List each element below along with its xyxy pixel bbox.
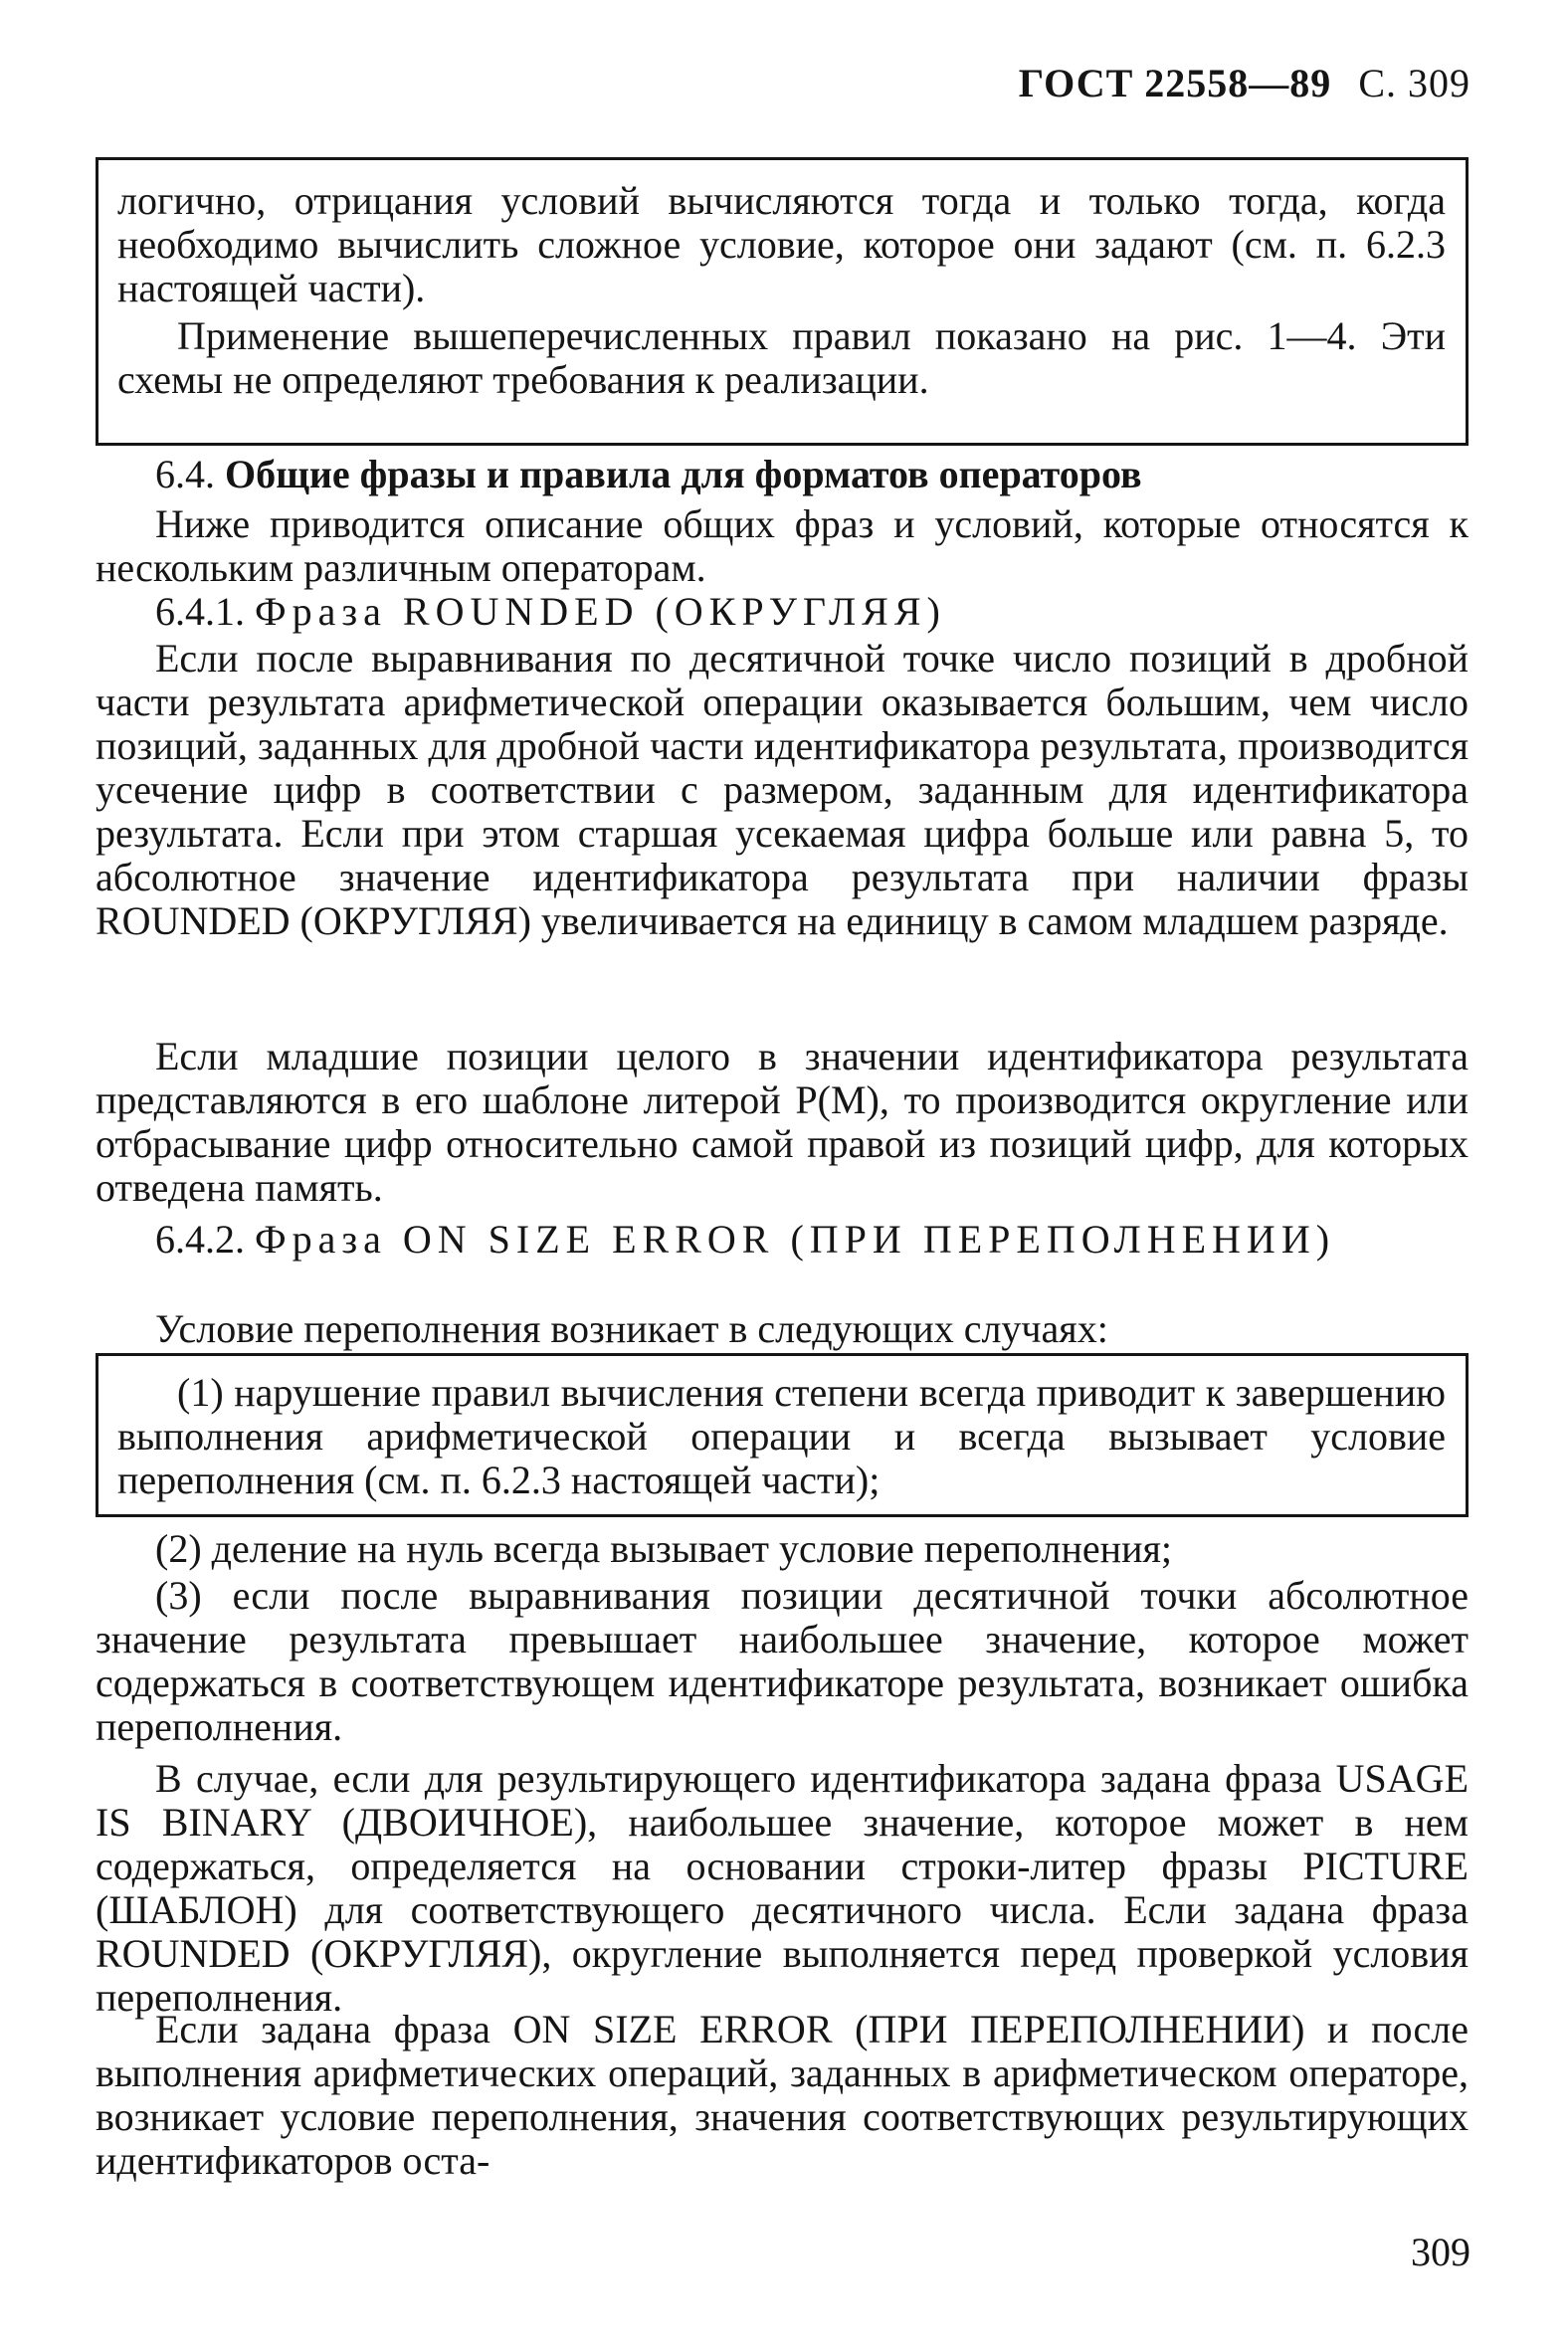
section-6-4-1-paragraph-2: Если младшие позиции целого в значении идентификатора результата представляются в его шаблоне литерой Р(М), то производится округление или отбрасывание цифр относительно самой правой из позиций цифр, для которых отведена память. xyxy=(96,1034,1469,1210)
box1-paragraph-2: Применение вышеперечисленных правил показано на рис. 1—4. Эти схемы не определяют требования к реализации. xyxy=(117,313,1446,402)
section-6-4-1-number: 6.4.1. xyxy=(155,589,245,634)
box1-left-bar xyxy=(96,157,98,446)
box2-bottom-rule xyxy=(96,1514,1469,1517)
section-6-4-2-heading xyxy=(96,1218,1469,1262)
running-header xyxy=(1019,60,1470,106)
overflow-case-3: (3) если после выравнивания позиции десятичной точки абсолютное значение результата превышает наибольшее значение, которое может содержаться в соответствующем идентификаторе результата, возникает ошибка переполнения. xyxy=(96,1573,1469,1749)
overflow-case-2: (2) деление на нуль всегда вызывает условие переполнения; xyxy=(155,1526,1172,1571)
gost-number: ГОСТ 22558—89 xyxy=(1018,61,1332,105)
box1-right-bar xyxy=(1466,157,1469,446)
size-error-paragraph: Если задана фраза ON SIZE ERROR (ПРИ ПЕРЕПОЛНЕНИИ) и после выполнения арифметических операций, заданных в арифметическом операторе, возникает условие переполнения, значения соответствующих результирующих идентификаторов оста- xyxy=(96,2007,1469,2183)
section-6-4-1-title: Фраза ROUNDED (ОКРУГЛЯЯ) xyxy=(255,589,946,634)
section-6-4-intro: Ниже приводится описание общих фраз и условий, которые относятся к нескольким различным операторам. xyxy=(96,501,1469,590)
section-6-4-heading xyxy=(96,453,1469,496)
overflow-case-1: (1) нарушение правил вычисления степени всегда приводит к завершению выполнения арифметической операции и всегда вызывает условие переполнения (см. п. 6.2.3 настоящей части); xyxy=(117,1370,1446,1502)
box2-right-bar xyxy=(1466,1353,1469,1517)
box1-top-rule xyxy=(96,157,1469,160)
box2-top-rule xyxy=(96,1353,1469,1356)
section-6-4-2-intro: Условие переполнения возникает в следующих случаях: xyxy=(155,1306,1108,1351)
page-number: 309 xyxy=(1411,2230,1470,2274)
section-6-4-title: Общие фразы и правила для форматов операторов xyxy=(225,452,1142,496)
section-6-4-2-number: 6.4.2. xyxy=(155,1217,245,1262)
section-6-4-1-paragraph-1: Если после выравнивания по десятичной точке число позиций в дробной части результата арифметической операции оказывается большим, чем число позиций, заданных для дробной части идентификатора результата, производится усечение цифр в соответствии с размером, заданным для идентификатора результата. Если при этом старшая усекаемая цифра больше или равна 5, то абсолютное значение идентификатора результата при наличии фразы ROUNDED (ОКРУГЛЯЯ) увеличивается на единицу в самом младшем разряде. xyxy=(96,636,1469,943)
section-6-4-number: 6.4. xyxy=(155,452,215,496)
box2-left-bar xyxy=(96,1353,98,1517)
box1-paragraph-1: логично, отрицания условий вычисляются тогда и только тогда, когда необходимо вычислить сложное условие, которое они задают (см. п. 6.2.3 настоящей части). xyxy=(117,178,1446,310)
box1-bottom-rule xyxy=(96,443,1469,446)
section-6-4-2-title: Фраза ON SIZE ERROR (ПРИ ПЕРЕПОЛНЕНИИ) xyxy=(255,1217,1336,1262)
header-page-label: С. 309 xyxy=(1358,61,1470,105)
section-6-4-1-heading xyxy=(96,590,1469,634)
binary-usage-paragraph: В случае, если для результирующего идентификатора задана фраза USAGE IS BINARY (ДВОИЧНОЕ), наибольшее значение, которое может в нем содержаться, определяется на основании строки-литер фразы PICTURE (ШАБЛОН) для соответствующего десятичного числа. Если задана фраза ROUNDED (ОКРУГЛЯЯ), округление выполняется перед проверкой условия переполнения. xyxy=(96,1756,1469,2020)
